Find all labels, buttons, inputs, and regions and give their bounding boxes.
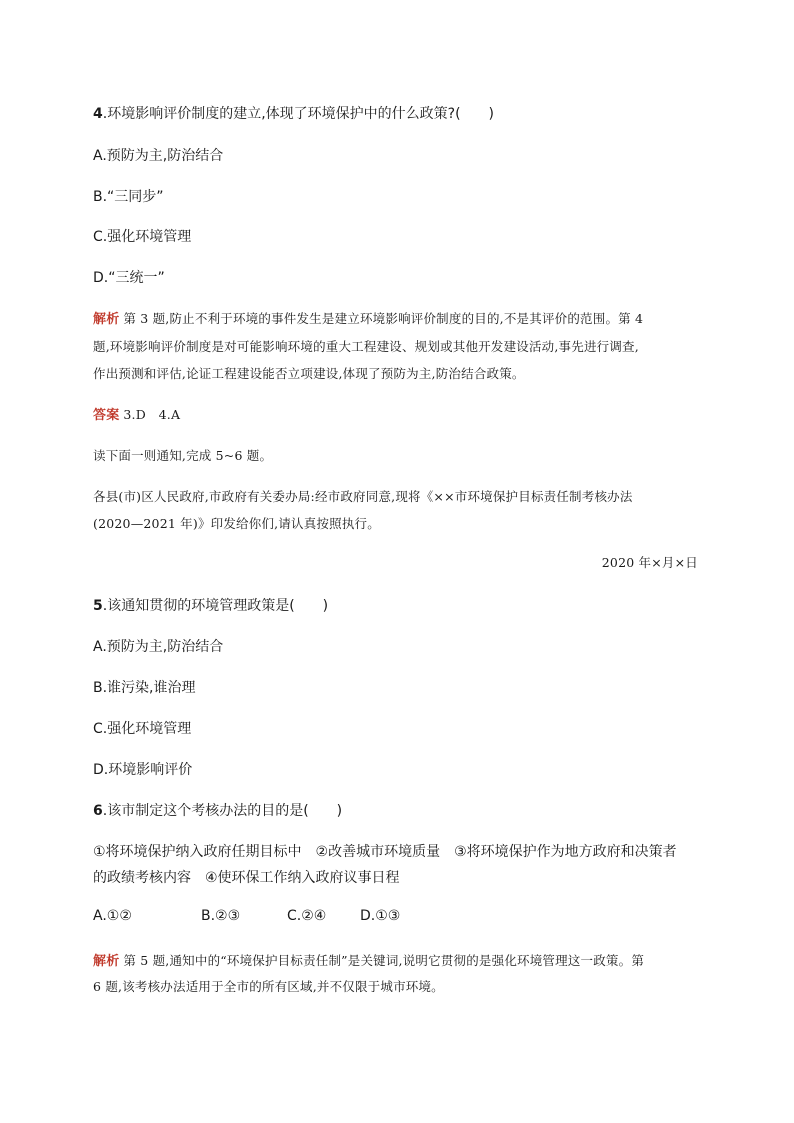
question-text: .该通知贯彻的环境管理政策是( ) [102,598,329,614]
answer-text: 3.D 4.A [123,407,181,422]
q5-option-d: D.环境影响评价 [93,762,193,778]
answer-tag: 答案 [93,408,120,423]
q6-choice-d: D.①③ [360,908,401,924]
q6-statements-line-1: ①将环境保护纳入政府任期目标中 ②改善城市环境质量 ③将环境保护作为地方政府和决策者 [93,844,677,860]
q6-choices [93,908,400,924]
q4-option-b: B.“三同步” [93,189,164,205]
question-5 [93,595,328,615]
q6-choice-b: B.②③ [201,908,241,924]
notice-date: 2020 年×月×日 [601,555,698,570]
q6-statements-line-2: 的政绩考核内容 ④使环保工作纳入政府议事日程 [93,870,400,886]
analysis-1-line-1: 解析 第 3 题,防止不利于环境的事件发生是建立环境影响评价制度的目的,不是其评价的范围。第 4 [93,311,644,327]
analysis-1-line-3: 作出预测和评估,论证工程建设能否立项建设,体现了预防为主,防治结合政策。 [93,366,525,381]
q4-option-d: D.“三统一” [93,270,165,286]
analysis-2-line-1: 解析 第 5 题,通知中的“环境保护目标责任制”是关键词,说明它贯彻的是强化环境管理这一政策。第 [93,953,645,969]
question-6 [93,800,342,820]
analysis-1-line-2: 题,环境影响评价制度是对可能影响环境的重大工程建设、规划或其他开发建设活动,事先进行调查, [93,339,639,354]
q6-choice-c: C.②④ [287,908,327,924]
notice-line-1: 各县(市)区人民政府,市政府有关委办局:经市政府同意,现将《××市环境保护目标责任制考核办法 [93,489,633,504]
analysis-2-line-2: 6 题,该考核办法适用于全市的所有区域,并不仅限于城市环境。 [93,979,444,994]
question-4 [93,103,494,123]
analysis-tag: 解析 [93,312,120,327]
q6-choice-a: A.①② [93,908,132,924]
analysis-tag: 解析 [93,954,120,969]
q5-option-b: B.谁污染,谁治理 [93,680,196,696]
q4-option-c: C.强化环境管理 [93,229,192,245]
q5-option-c: C.强化环境管理 [93,721,192,737]
q4-option-a: A.预防为主,防治结合 [93,148,224,164]
reading-intro: 读下面一则通知,完成 5~6 题。 [93,448,273,463]
notice-line-2: (2020—2021 年)》印发给你们,请认真按照执行。 [93,516,380,531]
question-text: .该市制定这个考核办法的目的是( ) [102,803,343,819]
question-text: .环境影响评价制度的建立,体现了环境保护中的什么政策?( ) [102,106,495,122]
question-number: 5 [93,598,103,614]
answer-1 [93,404,180,423]
question-number: 4 [93,106,103,122]
question-number: 6 [93,803,103,819]
q5-option-a: A.预防为主,防治结合 [93,639,224,655]
